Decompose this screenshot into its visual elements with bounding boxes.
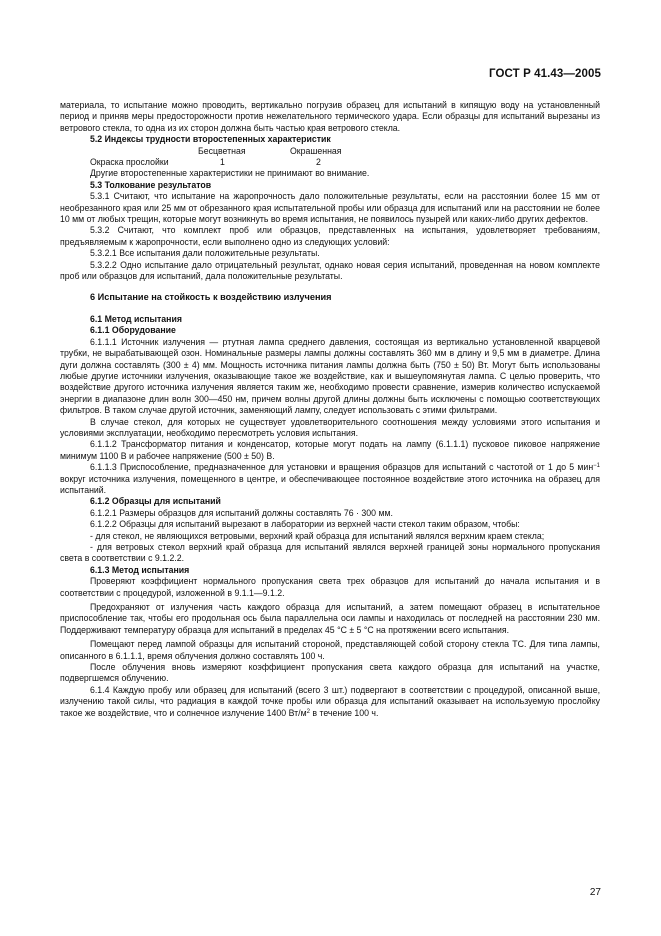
standard-header: ГОСТ Р 41.43—2005 bbox=[489, 68, 601, 80]
paragraph-6-1-1-2: 6.1.1.2 Трансформатор питания и конденсатор, которые могут подать на лампу (6.1.1.1) пусковое пиковое напряжение минимум 1100 В и рабочее напряжение (500 ± 50) В. bbox=[60, 439, 600, 461]
paragraph-6-1-2-2: 6.1.2.2 Образцы для испытаний вырезают в лаборатории из верхней части стекол таким образом, чтобы: bbox=[90, 519, 520, 530]
section-heading-5-2: 5.2 Индексы трудности второстепенных характеристик bbox=[90, 134, 331, 145]
list-item-non-windscreen: - для стекол, не являющихся ветровыми, верхний край образца для испытаний являлся верхним краем стекла; bbox=[90, 530, 545, 541]
page-number: 27 bbox=[589, 887, 601, 898]
table-cell-colorless: 1 bbox=[220, 157, 225, 168]
page-content bbox=[60, 100, 600, 719]
paragraph-5-3-1: 5.3.1 Считают, что испытание на жаропрочность дало положительные результаты, если на расстоянии более 15 мм от необрезанного края или 25 мм от обрезанного края испытательной пробы или образца для испытаний или на расстоянии не более 10 мм от любых трещин, которые могут возникнуть во время испытания, не появилось пузырей или каких-либо других дефектов. bbox=[60, 191, 600, 225]
paragraph-6-1-4-end: в течение 100 ч. bbox=[309, 707, 379, 718]
table-cell-tinted: 2 bbox=[316, 157, 321, 168]
superscript-two: 2 bbox=[306, 708, 310, 715]
paragraph-6-1-4-start: 6.1.4 Каждую пробу или образец для испытаний (всего 3 шт.) подвергают в соответствии с процедурой, описанной выше, излучению такой силы, что радиация в каждой точке пробы или образца для испытаний оказывает на используемую прослойку такое же воздействие, что и солнечное излучение 1400 Вт/м bbox=[60, 684, 600, 718]
paragraph-6-1-2-1: 6.1.2.1 Размеры образцов для испытаний должны составлять 76 · 300 мм. bbox=[90, 507, 393, 518]
table-row-label: Окраска прослойки bbox=[90, 157, 169, 168]
paragraph-5-3-2-1: 5.3.2.1 Все испытания дали положительные результаты. bbox=[90, 248, 320, 259]
paragraph-place-sample: Помещают перед лампой образцы для испытаний стороной, представляющей собой сторону стекла ТС. Для типа лампы, описанного в 6.1.1.1, время облучения должно составлять 100 ч. bbox=[60, 639, 600, 661]
paragraph-6-1-1-3 bbox=[60, 462, 600, 496]
paragraph-after-irradiation: После облучения вновь измеряют коэффициент пропускания света каждого образца для испытаний на участке, подвергшемся облучению. bbox=[60, 662, 600, 684]
list-item-windscreen: - для ветровых стекол верхний край образца для испытаний являлся верхней границей зоны нормального пропускания света в соответствии с 9.1.2.2. bbox=[60, 542, 600, 564]
paragraph-6-1-1-1: 6.1.1.1 Источник излучения — ртутная лампа среднего давления, состоящая из вертикально установленной кварцевой трубки, не вырабатывающей озон. Номинальные размеры лампы должны составлять 360 мм в длину и 9,5 мм в диаметре. Длина дуги должна составлять (300 ± 4) мм. Мощность источника питания лампы должна быть (750 ± 50) Вт. Могут быть использованы любые другие источники излучения, оказывающие такое же воздействие, как и вышеупомянутая лампа. С целью проверить, что воздействие другого источника излучения является таким же, необходимо провести сравнение, измерив количество испускаемой энергии в диапазоне длин волн 300—450 нм, причем волны другой длины должны быть исключены с помощью соответствующих фильтров. В таком случае другой источник, заменяющий лампу, следует использовать с этими фильтрами. bbox=[60, 336, 600, 416]
section-heading-5-3: 5.3 Толкование результатов bbox=[90, 179, 212, 190]
paragraph-protect-sample: Предохраняют от излучения часть каждого образца для испытаний, а затем помещают образец в испытательное приспособление так, чтобы его продольная ось была параллельна оси лампы и находилась от последней на расстоянии 230 мм. Поддерживают температуру образца для испытаний в пределах 45 °С ± 5 °С на протяжении всего испытания. bbox=[60, 602, 600, 635]
section-heading-6: 6 Испытание на стойкость к воздействию излучения bbox=[90, 292, 332, 303]
table-header-row bbox=[60, 146, 600, 157]
table-col-colorless: Бесцветная bbox=[198, 145, 246, 156]
paragraph-other-characteristics: Другие второстепенные характеристики не принимают во внимание. bbox=[90, 168, 370, 179]
table-col-tinted: Окрашенная bbox=[290, 145, 342, 156]
paragraph-6-1-4 bbox=[60, 685, 600, 719]
paragraph-6-1-1-3-end: вокруг источника излучения, помещенного в центре, и обеспечивающее постоянное воздействие этого источника на образец для испытаний. bbox=[60, 473, 600, 495]
superscript-minus-one: −1 bbox=[593, 463, 600, 470]
paragraph-5-3-2: 5.3.2 Считают, что комплект проб или образцов, представленных на испытания, удовлетворяет требованиям, предъявляемым к жаропрочности, если выполнено одно из следующих условий: bbox=[60, 225, 600, 247]
section-heading-6-1: 6.1 Метод испытания bbox=[90, 313, 182, 324]
paragraph-continuation: материала, то испытание можно проводить, вертикально погрузив образец для испытаний в кипящую воду на установленный период и приняв меры предосторожности против нежелательного термического удара. Если образцы для испытаний вырезаны из ветрового стекла, то одна из их сторон должна быть частью края ветрового стекла. bbox=[60, 100, 600, 133]
table-data-row bbox=[60, 157, 600, 168]
paragraph-5-3-2-2: 5.3.2.2 Одно испытание дало отрицательный результат, однако новая серия испытаний, проведенная на новом комплекте проб или образцов для испытаний, дала положительные результаты. bbox=[60, 259, 600, 282]
paragraph-6-1-1-3-start: 6.1.1.3 Приспособление, предназначенное для установки и вращения образцов для испытаний с частотой от 1 до 5 мин bbox=[90, 462, 594, 473]
section-heading-6-1-3: 6.1.3 Метод испытания bbox=[90, 564, 190, 575]
section-heading-6-1-2: 6.1.2 Образцы для испытаний bbox=[90, 496, 221, 507]
section-heading-6-1-1: 6.1.1 Оборудование bbox=[90, 325, 176, 336]
paragraph-glass-conditions: В случае стекол, для которых не существует удовлетворительного соотношения между условиями этого испытания и условиями эксплуатации, необходимо пересмотреть условия испытания. bbox=[60, 416, 600, 438]
paragraph-check-transmittance: Проверяют коэффициент нормального пропускания света трех образцов для испытаний до начала испытания и в соответствии с процедурой, изложенной в 9.1.1—9.1.2. bbox=[60, 576, 600, 598]
